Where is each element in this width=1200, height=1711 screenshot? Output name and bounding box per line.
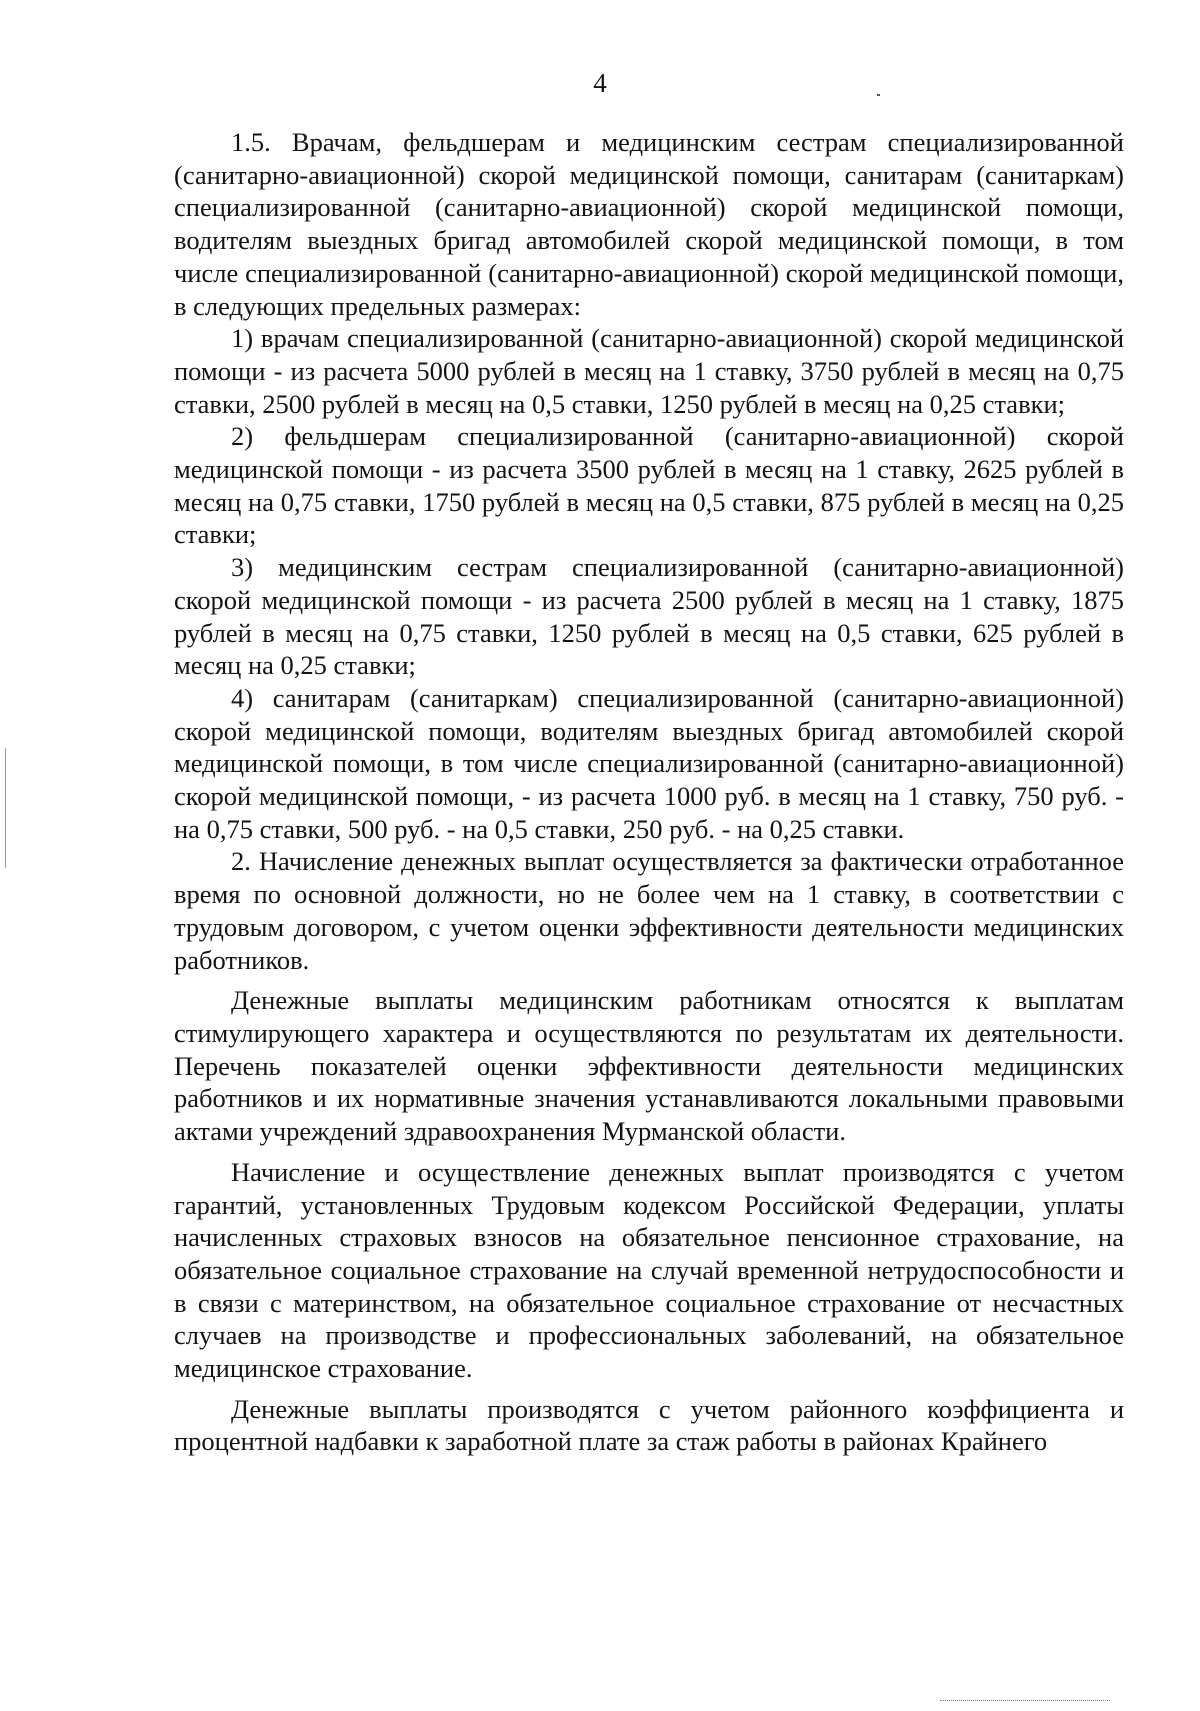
paragraph-item-3: 3) медицинским сестрам специализированной (санитарно-авиационной) скорой медицинской помощи - из расчета 2500 рублей в месяц на 1 ставку, 1875 рублей в месяц на 0,75 ставки, 1250 рублей в месяц на 0,5 ставки, 625 рублей в месяц на 0,25 ставки; <box>174 552 1124 681</box>
paragraph-2: 2. Начисление денежных выплат осуществляется за фактически отработанное время по основной должности, но не более чем на 1 ставку, в соответствии с трудовым договором, с учетом оценки эффективности деятельности медицинских работников. <box>174 846 1124 975</box>
scan-artifact-dot <box>877 94 880 96</box>
paragraph-item-4: 4) санитарам (санитаркам) специализированной (санитарно-авиационной) скорой медицинской помощи, водителям выездных бригад автомобилей скорой медицинской помощи, в том числе специализированной (санитарно-авиационной) скорой медицинской помощи, - из расчета 1000 руб. в месяц на 1 ставку, 750 руб. - на 0,75 ставки, 500 руб. - на 0,5 ставки, 250 руб. - на 0,25 ставки. <box>174 682 1124 844</box>
scan-artifact-line <box>5 748 6 868</box>
document-body <box>174 126 1124 1458</box>
paragraph-item-2: 2) фельдшерам специализированной (санитарно-авиационной) скорой медицинской помощи - из расчета 3500 рублей в месяц на 1 ставку, 2625 рублей в месяц на 0,75 ставки, 1750 рублей в месяц на 0,5 ставки, 875 рублей в месяц на 0,25 ставки; <box>174 421 1124 550</box>
paragraph-regional-coefficient: Денежные выплаты производятся с учетом районного коэффициента и процентной надбавки к заработной плате за стаж работы в районах Крайнего <box>174 1393 1124 1457</box>
scan-artifact-strip <box>940 1700 1110 1704</box>
paragraph-item-1: 1) врачам специализированной (санитарно-авиационной) скорой медицинской помощи - из расчета 5000 рублей в месяц на 1 ставку, 3750 рублей в месяц на 0,75 ставки, 2500 рублей в месяц на 0,5 ставки, 1250 рублей в месяц на 0,25 ставки; <box>174 323 1124 419</box>
paragraph-payments-guarantees: Начисление и осуществление денежных выплат производятся с учетом гарантий, установленных Трудовым кодексом Российской Федерации, уплаты начисленных страховых взносов на обязательное пенсионное страхование, на обязательное социальное страхование на случай временной нетрудоспособности и в связи с материнством, на обязательное социальное страхование от несчастных случаев на производстве и профессиональных заболеваний, на обязательное медицинское страхование. <box>174 1156 1124 1384</box>
paragraph-1-5: 1.5. Врачам, фельдшерам и медицинским сестрам специализированной (санитарно-авиационной) скорой медицинской помощи, санитарам (санитаркам) специализированной (санитарно-авиационной) скорой медицинской помощи, водителям выездных бригад автомобилей скорой медицинской помощи, в том числе специализированной (санитарно-авиационной) скорой медицинской помощи, в следующих предельных размерах: <box>174 127 1124 321</box>
page-number: 4 <box>593 68 607 98</box>
paragraph-payments-stimulating: Денежные выплаты медицинским работникам относятся к выплатам стимулирующего характера и осуществляются по результатам их деятельности. Перечень показателей оценки эффективности деятельности медицинских работников и их нормативные значения устанавливаются локальными правовыми актами учреждений здравоохранения Мурманской области. <box>174 985 1124 1147</box>
